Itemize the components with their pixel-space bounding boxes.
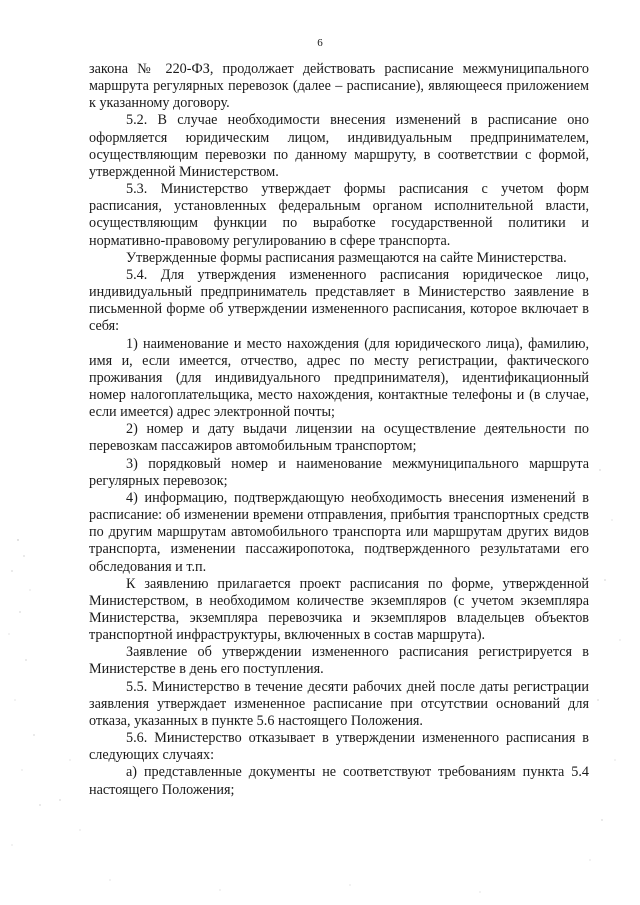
paragraph: 5.3. Министерство утверждает формы расписания с учетом форм расписания, установленных федеральным органом исполнительной власти, осуществляющим функции по выработке государственной политики и нормативно-правовому регулированию в сфере транспорта. [89,181,589,249]
paragraph: Заявление об утверждении измененного расписания регистрируется в Министерстве в день его поступления. [89,644,589,678]
page-number: 6 [317,37,323,49]
document-body [89,61,589,799]
list-item: 1) наименование и место нахождения (для юридического лица), фамилию, имя и, если имеется, отчество, адрес по месту регистрации, фактического проживания (для индивидуального предпринимателя), идентификационный номер налогоплательщика, место нахождения, контактные телефоны и (в случае, если имеется) адрес электронной почты; [89,335,589,421]
paragraph: 5.5. Министерство в течение десяти рабочих дней после даты регистрации заявления утверждает измененное расписание при отсутствии оснований для отказа, указанных в пункте 5.6 настоящего Положения. [89,678,589,729]
paragraph: 5.6. Министерство отказывает в утверждении измененного расписания в следующих случаях: [89,730,589,764]
list-item: а) представленные документы не соответствуют требованиям пункта 5.4 настоящего Положения; [89,764,589,798]
paragraph: Утвержденные формы расписания размещаются на сайте Министерства. [126,249,567,266]
paragraph: 5.2. В случае необходимости внесения изменений в расписание оно оформляется юридическим лицом, индивидуальным предпринимателем, осуществляющим перевозки по данному маршруту, в соответствии с формой, утвержденной Министерством. [89,112,589,180]
paragraph: закона № 220-ФЗ, продолжает действовать расписание межмуниципального маршрута регулярных перевозок (далее – расписание), являющееся приложением к указанному договору. [89,61,589,112]
paragraph: 5.4. Для утверждения измененного расписания юридическое лицо, индивидуальный предприниматель представляет в Министерство заявление в письменной форме об утверждении измененного расписания, которое включает в себя: [89,266,589,335]
list-item: 3) порядковый номер и наименование межмуниципального маршрута регулярных перевозок; [89,455,589,489]
list-item: 4) информацию, подтверждающую необходимость внесения изменений в расписание: об изменении времени отправления, прибытия транспортных средств по другим маршрутам автомобильного транспорта или маршрутам других видов транспорта, изменении пассажиропотока, подтвержденного результатами его обследования и т.п. [89,489,589,575]
list-item: 2) номер и дату выдачи лицензии на осуществление деятельности по перевозкам пассажиров автомобильным транспортом; [89,421,589,455]
paragraph: К заявлению прилагается проект расписания по форме, утвержденной Министерством, в необходимом количестве экземпляров (с учетом экземпляра Министерства, экземпляра перевозчика и экземпляров владельцев объектов транспортной инфраструктуры, включенных в состав маршрута). [89,575,589,644]
